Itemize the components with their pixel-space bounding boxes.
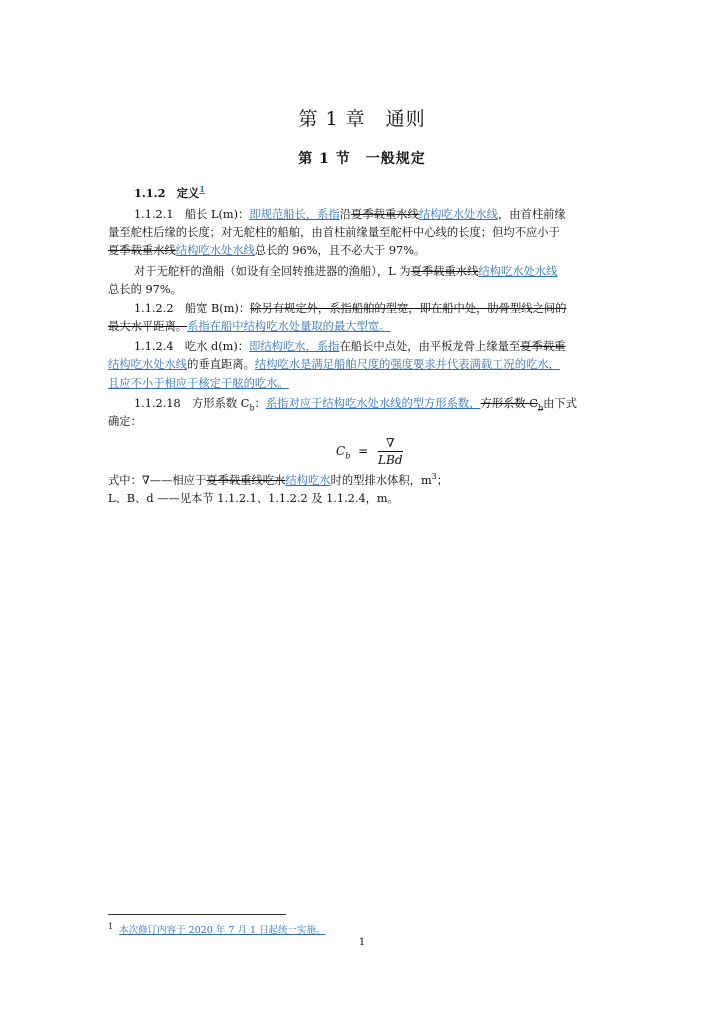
- text-line: 对于无舵杆的渔船（如设有全回转推进器的渔船），L 为夏季载重水线结构吃水处水线: [134, 265, 558, 278]
- formula-fraction: $\frac{\nabla}{\text{LBd}}$: [378, 436, 403, 467]
- footnote-ref[interactable]: 1: [199, 184, 205, 195]
- text-line: 量至舵柱后缘的长度；对无舵柱的船舶，由首柱前缘量至舵杆中心线的长度；但均不应小于: [108, 226, 560, 239]
- deleted-text: 夏季载重水线: [410, 265, 479, 278]
- footnote: [108, 922, 326, 936]
- text-line: [108, 377, 289, 391]
- deleted-text: 夏季载重水线: [108, 244, 176, 257]
- inserted-text: 结构吃水处水线: [108, 358, 188, 371]
- text-line: 确定：: [108, 415, 142, 428]
- chapter-title: 第 1 章 通则: [298, 108, 426, 130]
- inserted-text: 结构吃水处水线: [478, 265, 558, 278]
- text-line: 结构吃水处水线的垂直距离。结构吃水是满足船舶尺度的强度要求并代表满载工况的吃水，: [108, 358, 560, 371]
- clause-number: 1.1.2: [134, 186, 166, 200]
- inserted-text: 且应不小于相应于核定干舷的吃水。: [108, 377, 289, 390]
- deleted-text: 除另有规定外，系指船舶的型宽，即在船中处，肋骨型线之间的: [250, 302, 567, 315]
- deleted-text: 夏季载重: [520, 340, 566, 353]
- inserted-text: 结构吃水处水线: [175, 244, 255, 257]
- page-number: 1: [358, 937, 366, 948]
- inserted-text: 结构吃水是满足船舶尺度的强度要求并代表满载工况的吃水，: [254, 358, 560, 371]
- footnote-text: 本次修订内容于 2020 年 7 月 1 日起统一实施。: [119, 925, 326, 936]
- deleted-text: 夏季载重线吃水: [206, 474, 286, 487]
- inserted-text: 结构吃水: [285, 474, 331, 487]
- inserted-text: 结构吃水处水线: [418, 208, 498, 221]
- text-line: L、B、d ——见本节 1.1.2.1、1.1.2.2 及 1.1.2.4，m。: [108, 492, 399, 505]
- inserted-text: 系指在船中结构吃水处量取的最大型宽。: [187, 320, 391, 333]
- text-line: 1.1.2.18 方形系数 $C_b$：系指对应于结构吃水处水线的型方形系数，方形系数 $C_b$由下式: [134, 397, 577, 413]
- clause-title: 定义: [176, 186, 200, 200]
- text-line: 式中：∇——相应于夏季载重线吃水结构吃水时的型排水体积，$m^3$；: [108, 472, 449, 487]
- inserted-text: 系指对应于结构吃水处水线的型方形系数，: [265, 397, 481, 410]
- text-line: 夏季载重水线结构吃水处水线总长的 96%，且不必大于 97%。: [108, 244, 426, 257]
- clause-heading: [134, 186, 205, 200]
- footnote-separator: [108, 914, 286, 915]
- deleted-text: 方形系数 $C_b$: [480, 397, 544, 413]
- inserted-text: 即规范船长，系指: [249, 208, 340, 221]
- text-line: 1.1.2.1 船长 L(m)：即规范船长，系指沿夏季载重水线结构吃水处水线，由首柱前缘: [134, 208, 566, 221]
- deleted-text: 最大水平距离。: [108, 320, 188, 333]
- footnote-mark: 1: [108, 921, 114, 931]
- text-line: [108, 320, 390, 334]
- inserted-text: 即结构吃水，系指: [249, 340, 340, 353]
- text-line: 1.1.2.4 吃水 d(m)：即结构吃水，系指在船长中点处，由平板龙骨上缘量至夏季载重: [134, 340, 566, 353]
- section-title: 第 1 节 一般规定: [298, 151, 426, 167]
- block-coefficient-formula: $C_b$ = $\frac{\nabla}{\text{LBd}}$: [336, 436, 403, 467]
- text-line: 1.1.2.2 船宽 B(m)：除另有规定外，系指船舶的型宽，即在船中处，肋骨型线之间的: [134, 302, 567, 315]
- deleted-text: 夏季载重水线: [351, 208, 419, 221]
- text-line: 总长的 97%。: [108, 283, 182, 296]
